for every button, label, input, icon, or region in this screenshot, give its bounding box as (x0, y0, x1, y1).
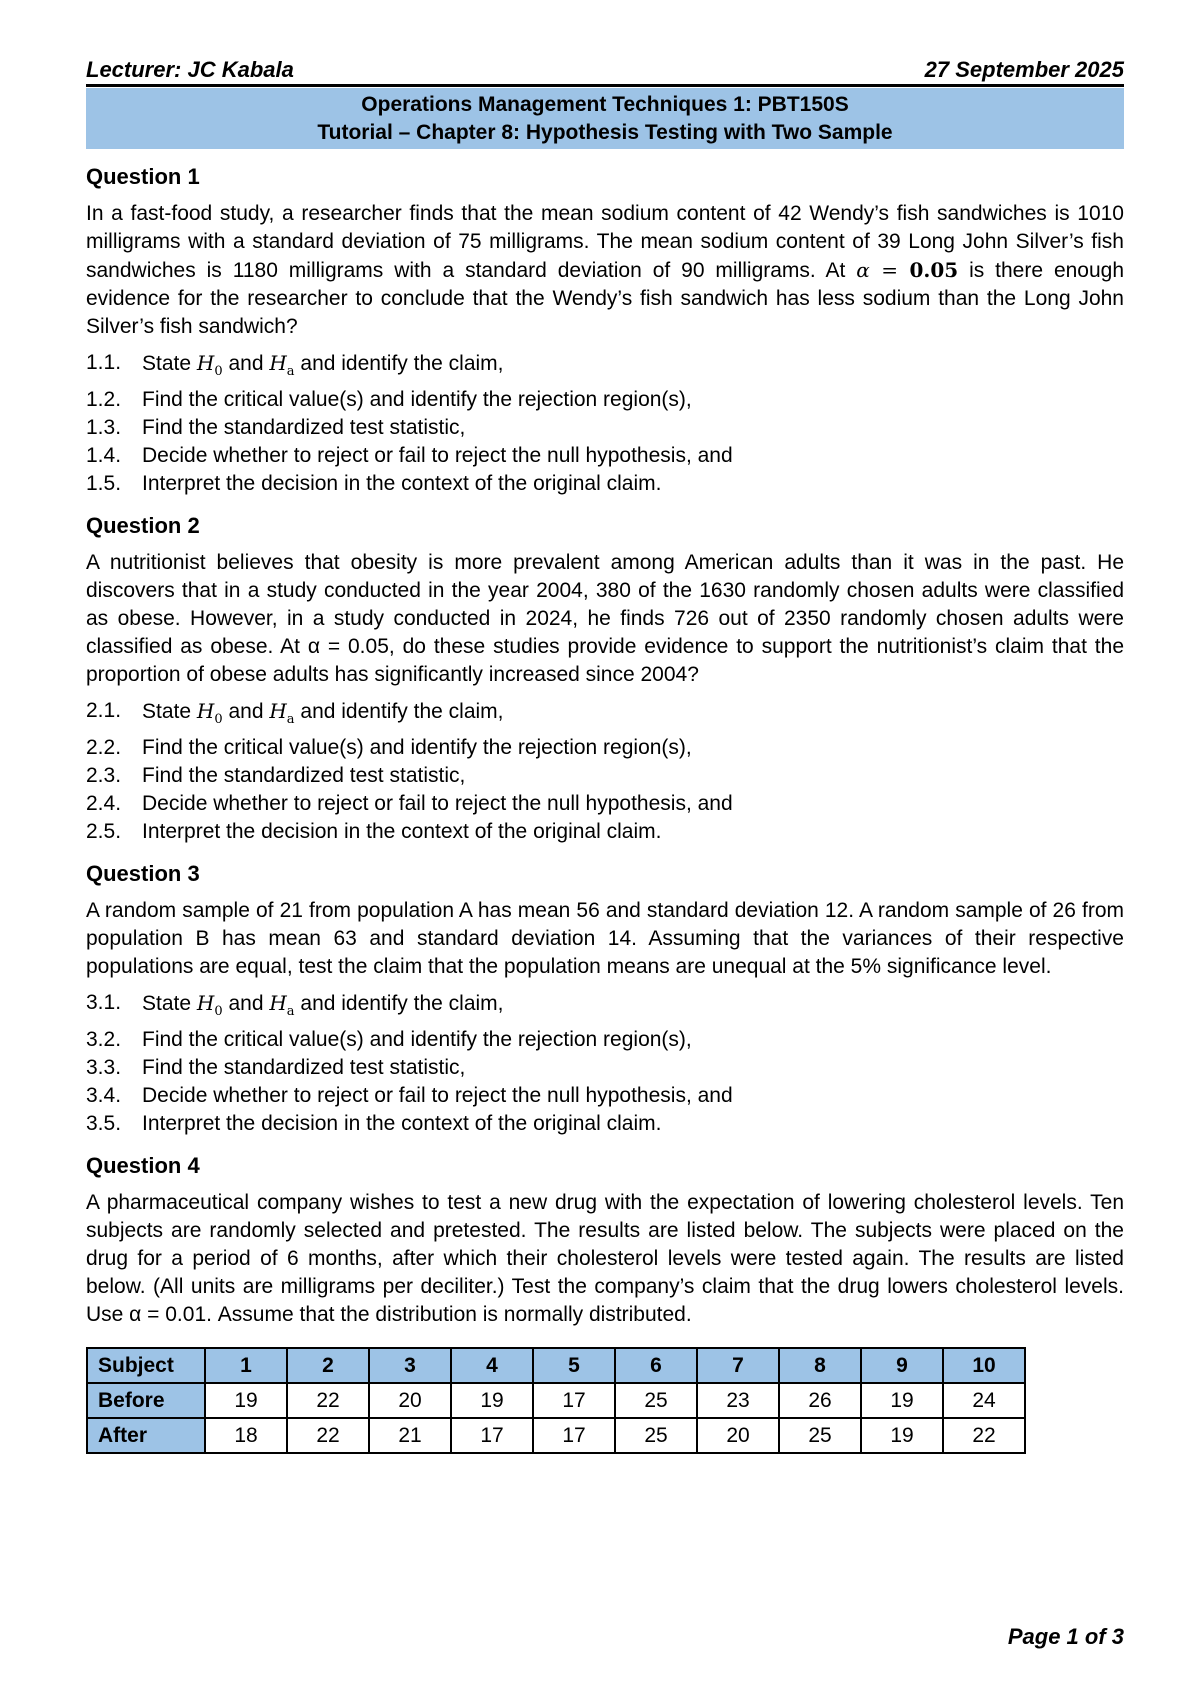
question-1-heading: Question 1 (86, 164, 200, 189)
question-2-items (86, 697, 1124, 846)
ha-symbol: $H_a$ (269, 699, 295, 727)
table-row (87, 1418, 1025, 1453)
question-4-heading: Question 4 (86, 1153, 200, 1178)
row-header-before: Before (87, 1383, 205, 1418)
subject-cell: 7 (697, 1348, 779, 1383)
tutorial-title: Tutorial – Chapter 8: Hypothesis Testing with Two Sample (317, 121, 893, 144)
list-item: 3.2. Find the critical value(s) and identify the rejection region(s), (86, 1028, 692, 1051)
list-item: 1.1. State $H_0$ and $H_a$ and identify the claim, (86, 351, 504, 379)
question-3-items (86, 989, 1124, 1138)
list-item: 1.4. Decide whether to reject or fail to reject the null hypothesis, and (86, 444, 733, 467)
header-row (86, 56, 1124, 87)
after-cell: 18 (205, 1418, 287, 1453)
list-item: 1.2. Find the critical value(s) and identify the rejection region(s), (86, 388, 692, 411)
question-3-text: A random sample of 21 from population A has mean 56 and standard deviation 12. A random sample of 26 from population B has mean 63 and standard deviation 14. Assuming that the variances of their respective populations are equal, test the claim that the population means are unequal at the 5% significance level. (86, 899, 1124, 978)
before-cell: 19 (861, 1383, 943, 1418)
after-cell: 22 (287, 1418, 369, 1453)
before-cell: 22 (287, 1383, 369, 1418)
after-cell: 17 (533, 1418, 615, 1453)
subject-cell: 8 (779, 1348, 861, 1383)
after-cell: 25 (615, 1418, 697, 1453)
document-page (86, 56, 1124, 1454)
question-2-text: A nutritionist believes that obesity is more prevalent among American adults than it was in the past. He discovers that in a study conducted in the year 2004, 380 of the 1630 randomly chosen adults were classified as obese. However, in a study conducted in 2024, he finds 726 out of 2350 randomly chosen adults were classified as obese. At α = 0.05, do these studies provide evidence to support the nutritionist’s claim that the proportion of obese adults has significantly increased since 2004? (86, 551, 1124, 686)
after-cell: 17 (451, 1418, 533, 1453)
list-item: 3.5. Interpret the decision in the context of the original claim. (86, 1112, 662, 1135)
before-cell: 24 (943, 1383, 1025, 1418)
list-item: 3.3. Find the standardized test statistic, (86, 1056, 466, 1079)
question-3-heading: Question 3 (86, 861, 200, 886)
h0-symbol: $H_0$ (196, 699, 223, 727)
subject-cell: 10 (943, 1348, 1025, 1383)
subject-cell: 6 (615, 1348, 697, 1383)
subject-cell: 4 (451, 1348, 533, 1383)
course-title: Operations Management Techniques 1: PBT150S (361, 93, 849, 116)
before-cell: 20 (369, 1383, 451, 1418)
subject-cell: 5 (533, 1348, 615, 1383)
question-2-heading: Question 2 (86, 513, 200, 538)
list-item: 2.2. Find the critical value(s) and identify the rejection region(s), (86, 736, 692, 759)
table-row (87, 1348, 1025, 1383)
subject-cell: 2 (287, 1348, 369, 1383)
after-cell: 19 (861, 1418, 943, 1453)
title-band (86, 88, 1124, 149)
list-item: 1.3. Find the standardized test statistic, (86, 416, 466, 439)
after-cell: 25 (779, 1418, 861, 1453)
list-item: 1.5. Interpret the decision in the context of the original claim. (86, 472, 662, 495)
list-item: 2.4. Decide whether to reject or fail to reject the null hypothesis, and (86, 792, 733, 815)
question-1-items (86, 349, 1124, 498)
question-4-text: A pharmaceutical company wishes to test a new drug with the expectation of lowering cholesterol levels. Ten subjects are randomly selected and pretested. The results are listed below. The subjects were placed on the drug for a period of 6 months, after which their cholesterol levels were tested again. The results are listed below. (All units are milligrams per deciliter.) Test the company’s claim that the drug lowers cholesterol levels. Use α = 0.01. Assume that the distribution is normally distributed. (86, 1191, 1124, 1326)
ha-symbol: $H_a$ (269, 991, 295, 1019)
ha-symbol: $H_a$ (269, 351, 295, 379)
before-cell: 19 (205, 1383, 287, 1418)
list-item: 2.3. Find the standardized test statistic, (86, 764, 466, 787)
subject-cell: 1 (205, 1348, 287, 1383)
before-cell: 25 (615, 1383, 697, 1418)
before-cell: 26 (779, 1383, 861, 1418)
page-number: Page 1 of 3 (1007, 1624, 1124, 1649)
h0-symbol: $H_0$ (196, 991, 223, 1019)
list-item: 3.4. Decide whether to reject or fail to reject the null hypothesis, and (86, 1084, 733, 1107)
after-cell: 20 (697, 1418, 779, 1453)
before-cell: 17 (533, 1383, 615, 1418)
list-item: 3.1. State $H_0$ and $H_a$ and identify the claim, (86, 991, 504, 1019)
row-header-after: After (87, 1418, 205, 1453)
row-header-subject: Subject (87, 1348, 205, 1383)
before-cell: 19 (451, 1383, 533, 1418)
list-item: 2.5. Interpret the decision in the context of the original claim. (86, 820, 662, 843)
h0-symbol: $H_0$ (196, 351, 223, 379)
subject-cell: 9 (861, 1348, 943, 1383)
question-1-text: In a fast-food study, a researcher finds that the mean sodium content of 42 Wendy’s fish sandwiches is 1010 milligrams with a standard deviation of 75 milligrams. The mean sodium content of 39 Long John Silver’s fish sandwiches is 1180 milligrams with a standard deviation of 90 milligrams. At α = 0.05 is there enough evidence for the researcher to conclude that the Wendy’s fish sandwich has less sodium than the Long John Silver’s fish sandwich? (86, 202, 1125, 338)
after-cell: 21 (369, 1418, 451, 1453)
before-cell: 23 (697, 1383, 779, 1418)
list-item: 2.1. State $H_0$ and $H_a$ and identify the claim, (86, 699, 504, 727)
lecturer-name: Lecturer: JC Kabala (86, 57, 294, 82)
table-row (87, 1383, 1025, 1418)
alpha-value: 0.05 (909, 258, 959, 282)
document-date: 27 September 2025 (924, 57, 1124, 82)
cholesterol-table (86, 1347, 1026, 1454)
subject-cell: 3 (369, 1348, 451, 1383)
after-cell: 22 (943, 1418, 1025, 1453)
alpha-expression: α = (856, 258, 910, 282)
